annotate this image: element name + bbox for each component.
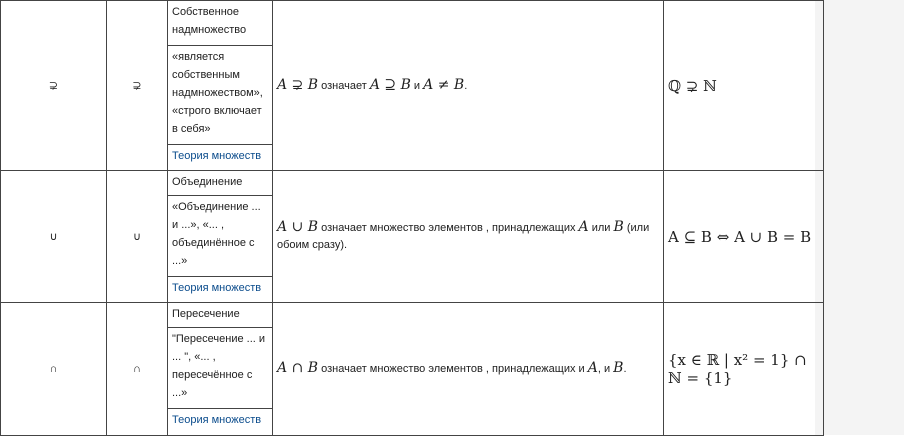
unicode-symbol-cell — [107, 171, 168, 303]
math-var: A — [277, 360, 288, 376]
example-cell — [664, 303, 824, 436]
math-var: A — [277, 76, 288, 93]
definition-cell — [273, 171, 664, 303]
unicode-symbol-cell — [107, 303, 168, 436]
unicode-glyph: ∩ — [133, 363, 141, 375]
name-cell — [168, 1, 273, 171]
example-cell — [664, 1, 824, 171]
name-cell — [168, 303, 273, 436]
definition-text: означает множество элементов , принадлежащих — [318, 222, 579, 234]
symbol-name: Собственное надмножество — [168, 1, 272, 46]
math-var: B — [400, 76, 411, 93]
math-var: B — [453, 76, 465, 93]
example-formula: A ⊆ B ⇔ A ∪ B = B — [668, 227, 812, 246]
definition-cell — [273, 1, 664, 171]
unicode-symbol-cell — [107, 1, 168, 171]
right-margin — [815, 0, 904, 435]
example-cell — [664, 171, 824, 303]
math-var: B — [613, 219, 624, 235]
symbol-reading: "Пересечение ... и ... ", «... , пересечённое с ...» — [168, 328, 272, 409]
math-var: B — [307, 219, 319, 235]
math-var: A — [423, 76, 434, 93]
table-row — [1, 171, 824, 303]
definition-text: или — [588, 222, 614, 234]
symbol-cell — [1, 303, 107, 436]
definition-text: означает множество элементов , принадлежащих и — [318, 363, 588, 375]
table-row — [1, 303, 824, 436]
definition-text: . — [623, 363, 627, 375]
symbol-glyph: ∪ — [49, 231, 58, 243]
math-var: A — [578, 219, 589, 235]
category-link[interactable]: Теория множеств — [172, 414, 262, 426]
definition-text: (или обоим сразу). — [277, 222, 650, 251]
unicode-glyph: ⊋ — [132, 80, 142, 92]
math-var: A — [277, 219, 288, 235]
definition-text: , и — [597, 363, 614, 375]
symbol-reading: «Объединение ... и ...», «... , объединённое с ...» — [168, 196, 272, 277]
math-op: ∪ — [287, 219, 308, 235]
math-var: B — [307, 360, 319, 376]
definition-text: и — [410, 79, 424, 92]
math-op: ⊋ — [287, 76, 308, 93]
example-formula: {x ∈ ℝ | x² = 1} ∩ ℕ = {1} — [668, 351, 807, 387]
table-row — [1, 1, 824, 171]
symbol-name: Пересечение — [168, 303, 272, 328]
definition-text: . — [464, 79, 468, 92]
symbol-cell — [1, 1, 107, 171]
math-op: ⊇ — [379, 76, 401, 93]
symbol-cell — [1, 171, 107, 303]
symbol-glyph: ∩ — [49, 363, 58, 375]
math-op: ∩ — [287, 360, 308, 376]
name-cell — [168, 171, 273, 303]
math-var: B — [613, 360, 624, 376]
definition-text: означает — [318, 79, 370, 92]
symbol-name: Объединение — [168, 171, 272, 196]
category-link[interactable]: Теория множеств — [172, 282, 262, 294]
math-var: A — [369, 76, 380, 93]
definition-cell — [273, 303, 664, 436]
category-link[interactable]: Теория множеств — [172, 150, 262, 162]
example-formula: ℚ ⊋ ℕ — [668, 76, 717, 95]
unicode-glyph: ∪ — [132, 231, 142, 243]
symbol-glyph: ⊋ — [48, 80, 59, 92]
math-var: B — [307, 76, 319, 93]
math-var: A — [587, 360, 598, 376]
symbol-reading: «является собственным надмножеством», «строго включает в себя» — [168, 46, 272, 145]
math-op: ≠ — [433, 76, 454, 93]
